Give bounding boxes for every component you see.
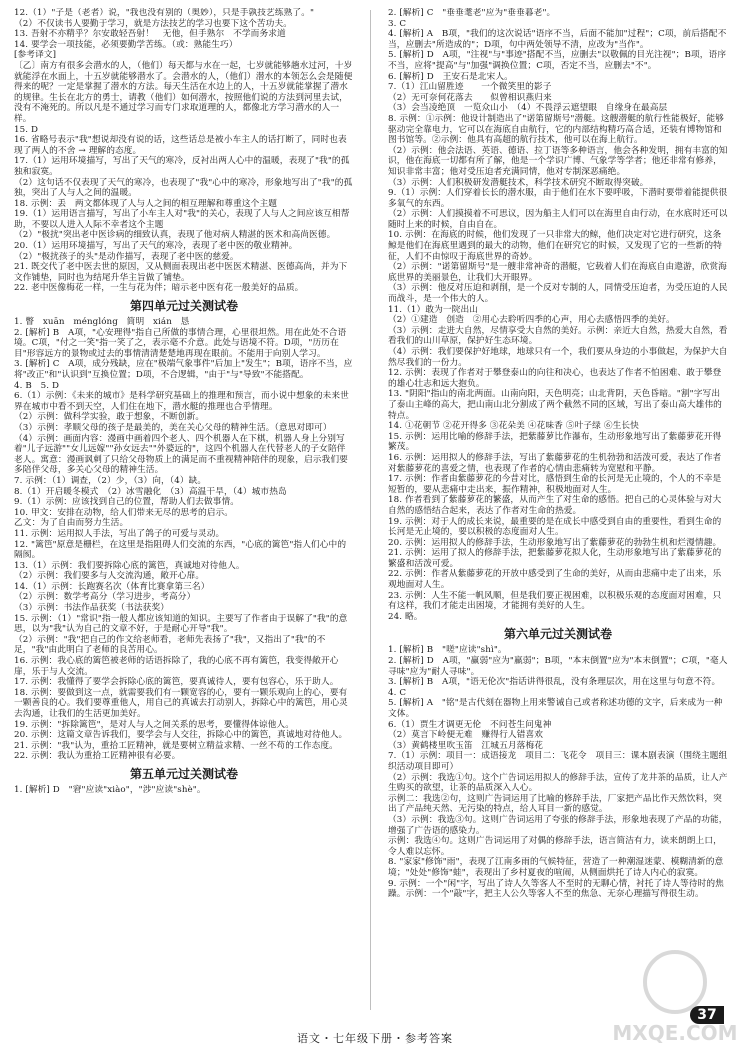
answer-paragraph: 17. 示例：作者由紫藤萝花的今昔对比，感悟到生命的长河是无止境的，个人的不幸是短暂的，要从悲痛中走出来，振作精神，积极地面对人生。 (388, 474, 722, 495)
answer-paragraph: 17.（1）运用环境描写，写出了天气的寒冷，反衬出两人心中的温暖，表现了"我"的孤独和寂寞。 (14, 156, 350, 177)
answer-paragraph: 16. 省略号表示"我"想说却没有说的话，这些话总是被小车主人的话打断了，同时也表现了两人的不舍 → 理解的态度。 (14, 135, 347, 156)
answer-paragraph: 12. 示例：表现了作者对于攀登泰山的向往和决心，也表达了作者不怕困难、敢于攀登的雄心壮志和远大抱负。 (388, 368, 722, 389)
answer-paragraph: 16. 示例：我心底的篱笆被老师的话语拆除了，我的心底不再有篱笆，我变得敞开心扉，乐于与人交流。 (14, 656, 339, 677)
answer-paragraph: 5. [解析] A "铭"是古代刻在器物上用来警诫自己或者称述功德的文字，后来成为一种文体。 (388, 698, 723, 719)
left-column (14, 8, 354, 1013)
answer-paragraph: 13. 吾射不亦精乎？尔安敢轻吾射！ 无他，但手熟尔 不学而务求道 (14, 29, 286, 40)
answer-paragraph: 20. 示例：这篇文章告诉我们，要学会与人交往，拆除心中的篱笆，真诚地对待他人。 (14, 730, 348, 741)
answer-paragraph: 示例二：我选②句，这则广告词运用了比喻的修辞手法，厂家把产品比作天然饮料，突出了产品纯天然、无污染的特点，给人耳目一新的感觉。 (388, 793, 722, 815)
answer-paragraph: 8.（1）开启暖冬模式 （2）冰雪融化 （3）高温干旱，（4）城市热岛 (14, 486, 287, 497)
answer-paragraph: 15. 示例：（1）"常识"指一般人都应该知道的知识。主要写了作者由于误解了"我"的意思，以为"我"认为自己的文章不好，于是耐心开导"我"。 (14, 613, 348, 635)
answer-paragraph: 11. 示例：运用拟人手法，写出了鸽子的可爱与灵动。 (14, 528, 225, 539)
answer-paragraph: 21. 示例：运用了拟人的修辞手法，把紫藤萝花拟人化，生动形象地写出了紫藤萝花的繁盛和活泼可爱。 (388, 548, 722, 569)
answer-paragraph: 19. 示例："拆除篱笆"，是对人与人之间关系的思考，要懂得体谅他人。 (14, 719, 295, 730)
answer-paragraph: 9.（1）示例：应该找到自己的位置，帮助人们去做事情。 (14, 497, 240, 508)
answer-paragraph: （2）①建造 创造 ②用心去聆听四季的心声，用心去感悟四季的美好。 (388, 315, 675, 326)
answer-paragraph: [参考译文] (14, 50, 57, 61)
answer-paragraph: （2）无可奈何花落去 似曾相识燕归来 (388, 92, 552, 103)
answer-paragraph: 2. [解析] D A项，"赢弱"应为"羸弱"；B项，"本末倒置"应为"本末倒置"；C项，"毫人寻味"应为"耐人寻味"。 (388, 656, 728, 677)
answer-paragraph: 20.（1）运用环境描写，写出了天气的寒冷，表现了老中医的敬业精神。 (14, 241, 298, 252)
answer-paragraph: 8. 示例：①示例：他设计制造出了"诺第留斯号"潜艇。这艘潜艇的航行性能极好，能够驱动完全靠电力，它可以在海底自由航行，它的内部结构精巧高合适，还装有博物馆和图书馆等。②示例：他具有高超的航行技术，他可以在海上航行。 (388, 113, 724, 146)
answer-paragraph: 3. [解析] C A项，成分残缺，应在"极端气象事件"后加上"发生"；B项，语序不当，应将"改正"和"认识到"互换位置；D项，不合逻辑，"由于"与"导致"不能搭配。 (14, 359, 353, 380)
answer-paragraph: （2）示例：我选①句。这个广告词运用拟人的修辞手法，宣传了龙井茶的品质，让人产生购买的欲望，让茶的品质深入人心。 (388, 772, 728, 794)
answer-paragraph: （4）示例：我们要保护好地球，地球只有一个，我们要从身边的小事做起，为保护大自然尽我们的一份力。 (388, 347, 728, 368)
answer-paragraph: （4）示例：画面内容：漫画中画着四个老人、四个机器人在下棋，机器人身上分别写着"儿子远游""女儿远嫁""孙女远去""外婆远的"，这四个机器人在代替老人的子女陪伴老人。寓意：漫画讽刺了只给父母物质上的满足而不重视精神陪伴的现象，启示我们要多陪伴父母，多关心父母的精神生活。 (14, 433, 348, 476)
answer-paragraph: 4. C (388, 687, 407, 698)
answer-paragraph: 18. 示例：要做到这一点，就需要我们有一颗宽容的心，要有一颗乐观向上的心，要有一颗善良的心。我们要尊重他人，用自己的真诚去打动别人，拆除心中的篱笆，用心灵去沟通，让我们的生活更加美好。 (14, 687, 348, 719)
answer-paragraph: 9.（1）示例：人们穿着长长的潜水服，由于他们在水下要呼吸，下潜时要带着能提供很多氧气的东西。 (388, 188, 728, 209)
answer-paragraph: 5. [解析] D A项，"注视"与"事迹"搭配不当，应删去"以敬佩的目光注视"；B项，语序不当，应将"提高"与"加强"调换位置；C项，否定不当，应删去"不"。 (388, 50, 727, 71)
answer-paragraph: 7.（1）江山留胜迹 一个微笑里的影子 (388, 82, 552, 93)
answer-paragraph: 19.（1）运用语言描写，写出了小车主人对"我"的关心，表现了人与人之间应该互相帮助，不要以人进入人际不幸者这个主题 (14, 209, 350, 230)
answer-paragraph: 3. [解析] B A项，"语无伦次"指话讲得很乱，没有条理层次，用在这里与句意不符。 (388, 677, 721, 688)
answer-paragraph: （2）示例：数学考高分（学习进步，考高分） (14, 592, 196, 603)
answer-paragraph: 11.（1）敢为一院出山 (388, 304, 479, 315)
answer-paragraph: 13. "阴阳"指山的南北两面。山南向阳，天色明亮；山北背阴，天色昏暗。"割"字写出了泰山主峰的高大，把山南山北分割成了两个截然不同的区域，写出了泰山高大雄伟的特点。 (388, 389, 722, 421)
section-heading: 第四单元过关测试卷 (129, 299, 238, 314)
answer-paragraph: 22. 示例：我认为重拾工匠精神很有必要。 (14, 751, 181, 762)
answer-paragraph: 21. 示例："我"认为，重拾工匠精神，就是要树立精益求精、一丝不苟的工作态度。 (14, 740, 338, 751)
answer-paragraph: 1. [解析] B "嗟"应读"shì"。 (388, 645, 507, 656)
answer-paragraph: 6. [解析] D 王安石是北宋人。 (388, 71, 513, 82)
answer-paragraph: 10. 甲文：安排在动物，给人们带来无尽的思考的启示。 (14, 507, 234, 518)
answer-paragraph: 乙文：为了自由而努力生活。 (14, 518, 129, 529)
answer-paragraph: （2）这句话不仅表现了天气的寒冷，也表现了"我"心中的寒冷，形象地写出了"我"的孤独，突出了人与人之间的温暖。 (14, 177, 353, 199)
answer-paragraph: （2）示例：人们摸摸着不可思议，因为船主人们可以在海里自由行动，在水底时还可以随时上来的时候，自由自在。 (388, 209, 728, 230)
answer-paragraph: （3）示例：走进大自然，尽情享受大自然的美好。示例：亲近大自然，热爱大自然，看看我们的山川草原，保护好生态环境。 (388, 325, 728, 347)
answer-paragraph: （2）莫言下岭便无难 赚得行人错喜欢 (388, 730, 544, 741)
answer-paragraph: 2. [解析] C "垂垂耄老"应为"垂垂暮老"。 (388, 8, 556, 18)
answer-paragraph: （2）"极扰"突出老中医诊病的细致认真，表现了他对病人精湛的医术和高尚医德。 (14, 230, 336, 241)
answer-paragraph: （2）示例：我们要多与人交流沟通，敞开心扉。 (14, 571, 205, 582)
watermark-text: MXQE.COM (612, 1021, 738, 1045)
answer-paragraph: 15. D (14, 124, 39, 135)
answer-paragraph: （2）不仅读书人要勤于学习，就是方法技艺的学习也要下这个苦功夫。 (14, 18, 293, 29)
answer-paragraph: 6.（1）示例：《未来的城市》是科学研究基础上的推理和预言，而小说中想象的未来世界在城市中看不到天空，人们住在地下，潜水艇的推理也合乎情理。 (14, 391, 349, 412)
answer-paragraph: 4. B 5. D (14, 380, 60, 391)
answer-paragraph: （3）示例：书法作品获奖（书法获奖） (14, 603, 170, 614)
section-heading: 第六单元过关测试卷 (503, 627, 612, 642)
answer-paragraph: （3）会当凌绝顶 一览众山小 （4）不畏浮云遮望眼 自缘身在最高层 (388, 103, 668, 114)
answer-paragraph: 23. 示例：人生不能一帆风顺，但是我们要正视困难，以积极乐观的态度面对困难，只有这样，我们才能走出困境，才能拥有美好的人生。 (388, 590, 722, 612)
answer-paragraph: 示例：我选④句。这则广告词运用了对偶的修辞手法，语言简洁有力，读来朗朗上口，令人难以忘怀。 (388, 836, 722, 857)
answer-paragraph: 22. 老中医像梅花一样，一生与花为伴；暗示老中医有花一般美好的品质。 (14, 283, 304, 294)
answer-paragraph: 3. C (388, 18, 407, 29)
answer-paragraph: 4. [解析] A B项，"我们的这次说话"语序不当，后面不能加"过程"；C项，前后搭配不当，应删去"所造成的"；D项，句中两处领导不清，应改为"当作"。 (388, 29, 727, 50)
answer-paragraph: 1. 瞥 xuān ménglóng 简明 xián 恳 (14, 317, 190, 328)
answer-paragraph: 19. 示例：对于人的成长来说，最重要的是在成长中感受到自由的重要性，看到生命的长河是无止境的，要以积极的态度面对人生。 (388, 516, 722, 538)
answer-paragraph: （3）黄鹤楼里吹玉笛 江城五月落梅花 (388, 740, 544, 751)
answer-paragraph: 21. 既交代了老中医去世的原因，又从侧面表现出老中医医术精湛、医德高尚，并为下文作铺垫，同时也为结尾升华主旨做了铺垫。 (14, 262, 348, 283)
answer-paragraph: 7. 示例：（1）调查，（2）少，（3）向，（4）缺。 (14, 475, 207, 486)
right-column (388, 8, 728, 1013)
answer-paragraph: 12.（1）"子是（老者）说，"我也没有别的（奥妙），只是手孰技艺练熟了。" (14, 8, 315, 18)
answer-paragraph: 〔乙〕南方有很多会潜水的人，（他们）每天都与水在一起，七岁就能够趟水过河，十岁就能浮在水面上，十五岁就能够潜水了。会潜水的人，（他们）潜水的本领怎么会是随便得来的呢？一定是掌握了潜水的方法。每天生活在水边上的人，十五岁就能掌握了潜水的规律。生长在北方的勇士，请教（他们）如何潜水，按照他们说的方法到河里去试，没有不淹死的。所以凡是不通过学习而专门求取道理的人，都像北方学习潜水的人一样。 (14, 60, 353, 124)
column-divider (370, 10, 371, 1010)
answer-paragraph: （2）示例："诺第留斯号"是一艘非常神奇的潜艇，它载着人们在海底自由遨游，欣赏海底世界的美丽景色，让我们大开眼界。 (388, 262, 727, 283)
answer-paragraph: 16. 示例：运用拟人的修辞手法，写出了紫藤萝花的生机勃勃和活泼可爱，表达了作者对紫藤萝花的喜爱之情，也表现了作者的心情由悲痛转为宽慰和平静。 (388, 452, 722, 474)
answer-paragraph: 24. 略。 (388, 611, 423, 622)
answer-paragraph: 10. 示例：在海底的时候，他们发现了一只非常大的鲸，他们决定对它进行研究，这条鲸是他们在海底里遇到的最大的动物，他们在研究它的时候，又发现了它的一些新的特征，人们不由惊叹于海底世界的奇妙。 (388, 230, 722, 262)
answer-paragraph: 22. 示例：作者从紫藤萝花的开放中感受到了生命的美好，从而由悲痛中走了出来，乐观地面对人生。 (388, 569, 722, 591)
answer-paragraph: （2）示例："我"把自己的作文给老师看，老师先表扬了"我"，又指出了"我"的不足，"我"由此明白了老师的良苦用心。 (14, 634, 326, 656)
answer-paragraph: 18. 示例：丢 两文都体现了人与人之间的相互理解和尊重这个主题 (14, 198, 278, 209)
answer-paragraph: 9. 示例：一个"闲"字，写出了诗人久等客人不至时的无聊心情，衬托了诗人等待时的焦躁。示例：一个"敲"字，把主人公久等客人不至的焦急、无奈心理描写得很生动。 (388, 878, 724, 900)
answer-paragraph: （2）示例：做科学实验，敢于想象，不断创新。 (14, 412, 205, 423)
answer-paragraph: （3）示例：他反对压迫和剥削，是一个反对专制的人，同情受压迫者，为受压迫的人民而战斗，是一个伟大的人。 (388, 283, 728, 305)
answer-paragraph: 14. 要学会一项技能，必须要勤学苦练。（或：熟能生巧） (14, 39, 238, 50)
answer-paragraph: 18. 作者看到了紫藤萝花的繁盛，从而产生了对生命的感悟。把自己的心灵体验与对大自然的感悟结合起来，表达了作者对生命的热爱。 (388, 495, 722, 516)
answer-paragraph: （2）"极扰孩子的头"是动作描写，表现了老中医的慈爱。 (14, 251, 239, 262)
page-footer: 语文・七年级下册・参考答案 (297, 1032, 453, 1045)
page-number: 37 (690, 1006, 724, 1024)
answer-paragraph: 14. ①花朝节 ②花开得多 ③花朵美 ④花味香 ⑤叶子绿 ⑥生长快 (388, 421, 639, 432)
answer-paragraph: 7.（1）示例：项目一：成语接龙 项目二：飞花令 项目三：课本剧表演（围绕主题组织活动项目即可） (388, 751, 728, 772)
answer-paragraph: 14.（1）示例：长跑赛名次（体育比赛拿第三名） (14, 581, 210, 592)
answer-paragraph: 2. [解析] B A项，"心安理得"指自己所做的事情合理，心里很坦然。用在此处不合语境。C项，"付之一笑"指一笑了之，表示毫不介意。此处与语境不符。D项，"历历在目"形容远方的景物或过去的事情清清楚楚地再现在眼前。不能用于向别人学习。 (14, 327, 347, 359)
answer-paragraph: 20. 示例：运用拟人的修辞手法，生动形象地写出了紫藤萝花的勃勃生机和烂漫情趣。 (388, 537, 722, 548)
answer-paragraph: （3）示例：孝顺父母的孩子是最美的，美在关心父母的精神生活。（意思对即可） (14, 422, 332, 433)
answer-paragraph: 6.（1）贾生才调更无伦 不问苍生问鬼神 (388, 719, 552, 730)
answer-paragraph: 13.（1）示例：我们要拆除心底的篱笆，真诚地对待他人。 (14, 560, 245, 571)
answer-paragraph: 1. [解析] D "窘"应读"xiào"，"涉"应读"shè"。 (14, 784, 206, 795)
answer-paragraph: （2）示例：他会法语、英语、德语、拉丁语等多种语言，他会各种发明，拥有丰富的知识，他在海底一切都有所了解，他是一个学识广博、气象学等学者；他还非常有修养，知识非常丰富；他对受压迫者充满同情，他对专制深恶痛绝。 (388, 145, 728, 177)
answer-paragraph: （3）示例：人们积极研发潜艇技术，科学技术研究不断取得突破。 (388, 177, 649, 188)
answer-paragraph: 8. "家家"修饰"雨"，表现了江南多雨的气候特征，营造了一种潮湿迷蒙、模糊清新的意境；"处处"修饰"蛙"，表现出了乡村夏夜的喧闹，从侧面烘托了诗人内心的寂寞。 (388, 857, 724, 878)
answer-paragraph: 15. 示例：运用比喻的修辞手法，把紫藤萝比作瀑布，生动形象地写出了紫藤萝花开得繁茂。 (388, 431, 722, 453)
section-heading: 第五单元过关测试卷 (129, 766, 238, 781)
answer-paragraph: 12. "篱笆"原意是栅栏，在这里是指阻碍人们交流的东西，"心底的篱笆"指人们心中的隔阂。 (14, 539, 347, 561)
answer-paragraph: 17. 示例：我懂得了要学会拆除心底的篱笆，要真诚待人，要有包容心，乐于助人。 (14, 677, 339, 688)
answer-paragraph: （3）示例：我选③句。这则广告词运用了夸张的修辞手法，形象地表现了产品的功能，增强了广告语的感染力。 (388, 814, 728, 836)
